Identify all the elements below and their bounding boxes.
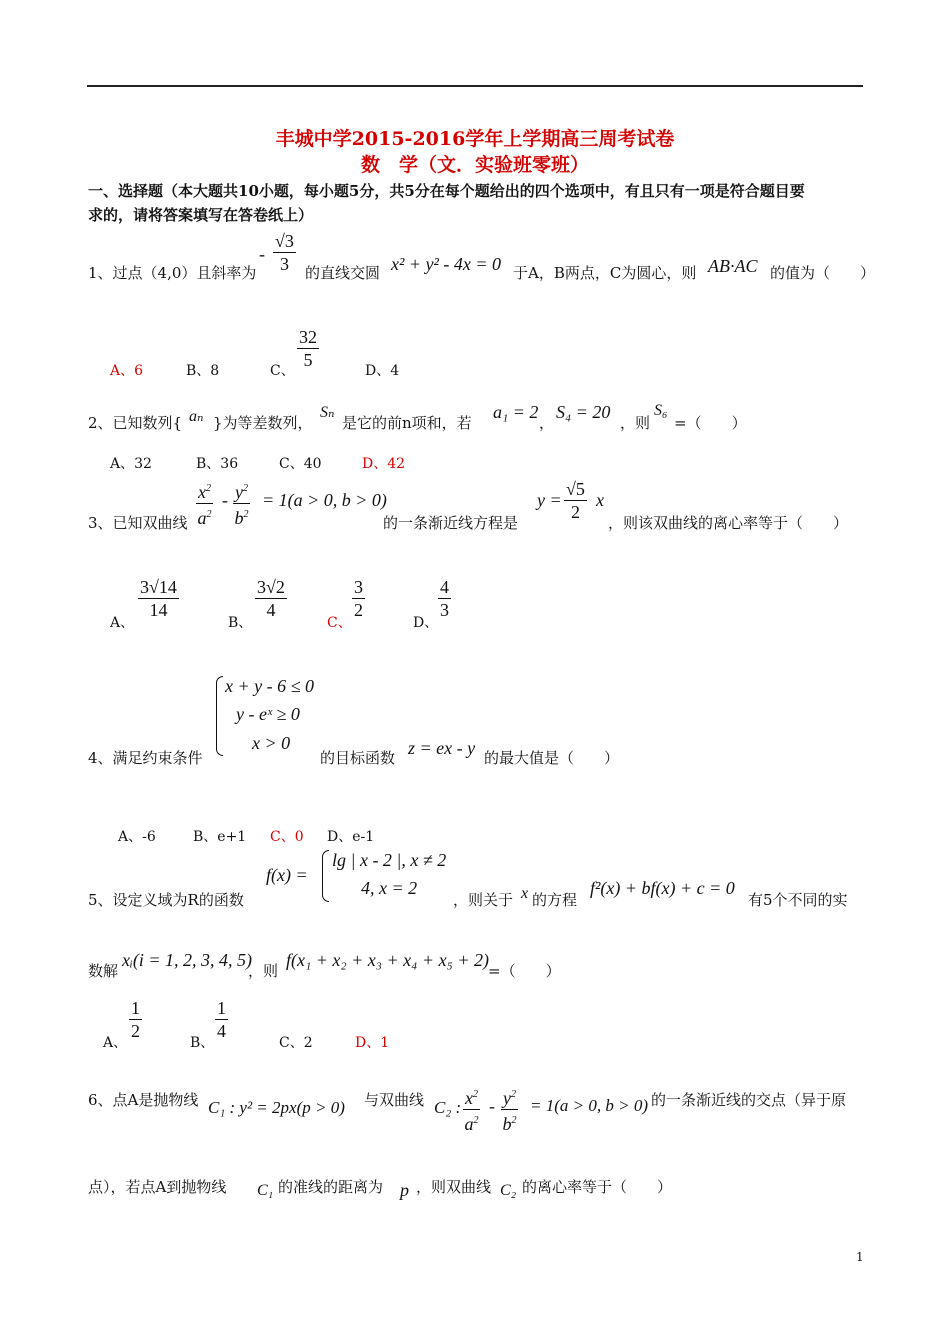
- q4-text-c: 的最大值是（ ）: [484, 749, 620, 767]
- q6-x-fraction: $\frac{x^2}{a^2}$: [463, 1084, 480, 1135]
- q3-option-b-den: 4: [266, 600, 276, 620]
- q2-option-c: C、40: [279, 456, 322, 472]
- q6-c2-rest: = 1(a > 0, b > 0): [530, 1096, 648, 1115]
- page-number: 1: [856, 1250, 864, 1264]
- q5-option-b-den: 4: [217, 1021, 226, 1041]
- q2-text-d: ，则: [620, 414, 651, 432]
- q6-minus: -: [489, 1096, 495, 1116]
- q6-text-f: ，则双曲线: [416, 1178, 492, 1196]
- q1-option-c: C、: [270, 363, 295, 379]
- q1-text-c: 于A，B两点，C为圆心，则: [513, 264, 697, 282]
- q6-text-d: 点），若点A到抛物线: [88, 1178, 227, 1196]
- q5-fx: f(x) =: [266, 865, 308, 885]
- q6-text-e: 的准线的距离为: [278, 1178, 384, 1196]
- q3-option-d-fraction: [438, 576, 451, 621]
- q5-option-d: D、1: [355, 1035, 390, 1051]
- q2-cond2: S₄ = 20: [556, 402, 611, 422]
- q5-option-c: C、2: [279, 1035, 313, 1051]
- q3-minus: -: [222, 490, 228, 510]
- q5-option-a-den: 2: [131, 1021, 140, 1041]
- q5-text-b: ，则关于: [453, 891, 514, 909]
- q2-text-e: =（ ）: [674, 414, 747, 432]
- q5-text-c: 的方程: [532, 891, 578, 909]
- q2-comma: ，: [539, 414, 555, 432]
- q5-option-b-num: 1: [217, 998, 226, 1018]
- q3-asym-num: √5: [566, 479, 585, 499]
- q1-text-a: 1、过点（4,0）且斜率为: [88, 264, 257, 282]
- q3-asym-lhs: y =: [537, 490, 562, 510]
- q3-option-d-num: 4: [440, 577, 449, 597]
- q2-option-b: B、36: [196, 456, 239, 472]
- q6-c2: C₂: [500, 1182, 517, 1199]
- q4-option-c: C、0: [270, 829, 304, 845]
- q2-text-c: 是它的前n项和，若: [342, 414, 472, 432]
- q4-option-b: B、e+1: [193, 829, 247, 845]
- q1-option-c-num: 32: [299, 327, 317, 347]
- q3-asym-fraction: [564, 478, 587, 523]
- q5-option-a-num: 1: [131, 998, 140, 1018]
- q5-option-a-fraction: [129, 997, 142, 1042]
- q6-c2-label: C₂ :: [434, 1098, 462, 1117]
- q1-text-b: 的直线交圆: [305, 264, 381, 282]
- q1-vector: AB·AC: [708, 256, 758, 276]
- q1-slope-fraction: [273, 230, 296, 275]
- q1-text-d: 的值为（ ）: [770, 264, 876, 282]
- q5-brace: [322, 850, 329, 902]
- header-rule: [87, 85, 863, 87]
- section-heading-cont: 求的，请将答案填写在答卷纸上）: [88, 206, 314, 224]
- q6-text-c: 的一条渐近线的交点（异于原: [651, 1091, 847, 1109]
- q2-cond1: a₁ = 2: [493, 402, 539, 422]
- q4-brace: [216, 676, 223, 756]
- q1-option-c-den: 5: [303, 350, 313, 370]
- q5-text-a: 5、设定义域为R的函数: [88, 891, 244, 909]
- q2-sn: Sₙ: [320, 404, 335, 421]
- q5-text-d: 有5个不同的实: [748, 891, 848, 909]
- section-heading: 一、选择题（本大题共10小题，每小题5分，共5分在每个题给出的四个选项中，有且只有一项是符合题目要: [88, 182, 805, 200]
- q6-y-fraction: $\frac{y^2}{b^2}$: [501, 1084, 518, 1135]
- q3-option-c: C、: [327, 615, 352, 631]
- q5-text-f: ，则: [248, 962, 279, 980]
- q6-text-b: 与双曲线: [364, 1091, 425, 1109]
- q5-text-e: 数解: [88, 962, 119, 980]
- q4-sys-2: y - eˣ ≥ 0: [236, 704, 300, 724]
- q3-option-d: D、: [413, 615, 439, 631]
- q3-option-d-den: 3: [440, 600, 449, 620]
- q6-c1-def: C₁ : y² = 2px(p > 0): [208, 1098, 345, 1117]
- exam-title: 丰城中学2015-2016学年上学期高三周考试卷: [275, 128, 675, 150]
- q3-option-a: A、: [110, 615, 135, 631]
- q3-x-fraction: $\frac{x^2}{a^2}$: [196, 478, 213, 529]
- q3-asym-den: 2: [570, 502, 580, 522]
- q3-option-c-num: 3: [354, 577, 363, 597]
- q3-text-b: 的一条渐近线方程是: [383, 514, 519, 532]
- q3-option-c-den: 2: [354, 600, 363, 620]
- q6-p: p: [400, 1180, 409, 1200]
- q2-text-a: 2、已知数列{: [88, 414, 183, 432]
- q3-y-fraction: $\frac{y^2}{b^2}$: [233, 478, 250, 529]
- q5-case-2: 4, x = 2: [361, 878, 418, 898]
- q1-circle-eq: x² + y² - 4x = 0: [391, 254, 502, 274]
- q3-option-b-fraction: [255, 576, 287, 621]
- q5-equation: f²(x) + bf(x) + c = 0: [590, 878, 735, 898]
- q3-option-a-fraction: [138, 576, 179, 621]
- q3-option-a-num: 3√14: [140, 577, 177, 597]
- q2-s6: S₆: [654, 402, 668, 419]
- q4-text-a: 4、满足约束条件: [88, 749, 203, 767]
- q1-option-b: B、8: [186, 363, 220, 379]
- q1-slope-den: 3: [279, 254, 289, 274]
- q5-text-g: =（ ）: [488, 962, 561, 980]
- q5-option-b: B、: [190, 1035, 215, 1051]
- q3-option-b: B、: [228, 615, 253, 631]
- q3-eq-rest: = 1(a > 0, b > 0): [262, 490, 387, 510]
- q3-text-c: ，则该双曲线的离心率等于（ ）: [608, 514, 849, 532]
- q5-expr: f(x₁ + x₂ + x₃ + x₄ + x₅ + 2): [286, 950, 489, 970]
- q5-option-a: A、: [103, 1035, 128, 1051]
- q1-option-d: D、4: [365, 363, 400, 379]
- q1-minus: -: [259, 244, 265, 264]
- q3-option-c-fraction: [352, 576, 365, 621]
- q6-c1: C₁: [257, 1182, 274, 1199]
- q4-option-a: A、-6: [118, 829, 156, 845]
- q5-roots: xᵢ(i = 1, 2, 3, 4, 5): [122, 950, 252, 970]
- q1-option-a: A、6: [110, 363, 144, 379]
- q4-option-d: D、e-1: [327, 829, 375, 845]
- q5-option-b-fraction: [215, 997, 228, 1042]
- q3-text-a: 3、已知双曲线: [88, 514, 188, 532]
- exam-subtitle: 数 学（文．实验班零班）: [360, 154, 589, 176]
- q6-text-g: 的离心率等于（ ）: [522, 1178, 673, 1196]
- q5-var: x: [521, 885, 529, 902]
- q2-option-d: D、42: [362, 456, 406, 472]
- q3-option-b-num: 3√2: [257, 577, 285, 597]
- q5-case-1: lg | x - 2 |, x ≠ 2: [332, 850, 447, 870]
- q1-option-c-fraction: [297, 326, 319, 371]
- q6-text-a: 6、点A是抛物线: [88, 1091, 199, 1109]
- q4-text-b: 的目标函数: [320, 749, 396, 767]
- q4-sys-1: x + y - 6 ≤ 0: [225, 676, 314, 696]
- q3-asym-x: x: [596, 490, 604, 510]
- q3-option-a-den: 14: [149, 600, 168, 620]
- q2-option-a: A、32: [110, 456, 152, 472]
- q2-an: aₙ: [189, 408, 204, 425]
- q1-slope-num: √3: [275, 231, 294, 251]
- q4-objective: z = ex - y: [408, 738, 476, 758]
- q4-sys-3: x > 0: [252, 733, 291, 753]
- q2-text-b: }为等差数列，: [213, 414, 313, 432]
